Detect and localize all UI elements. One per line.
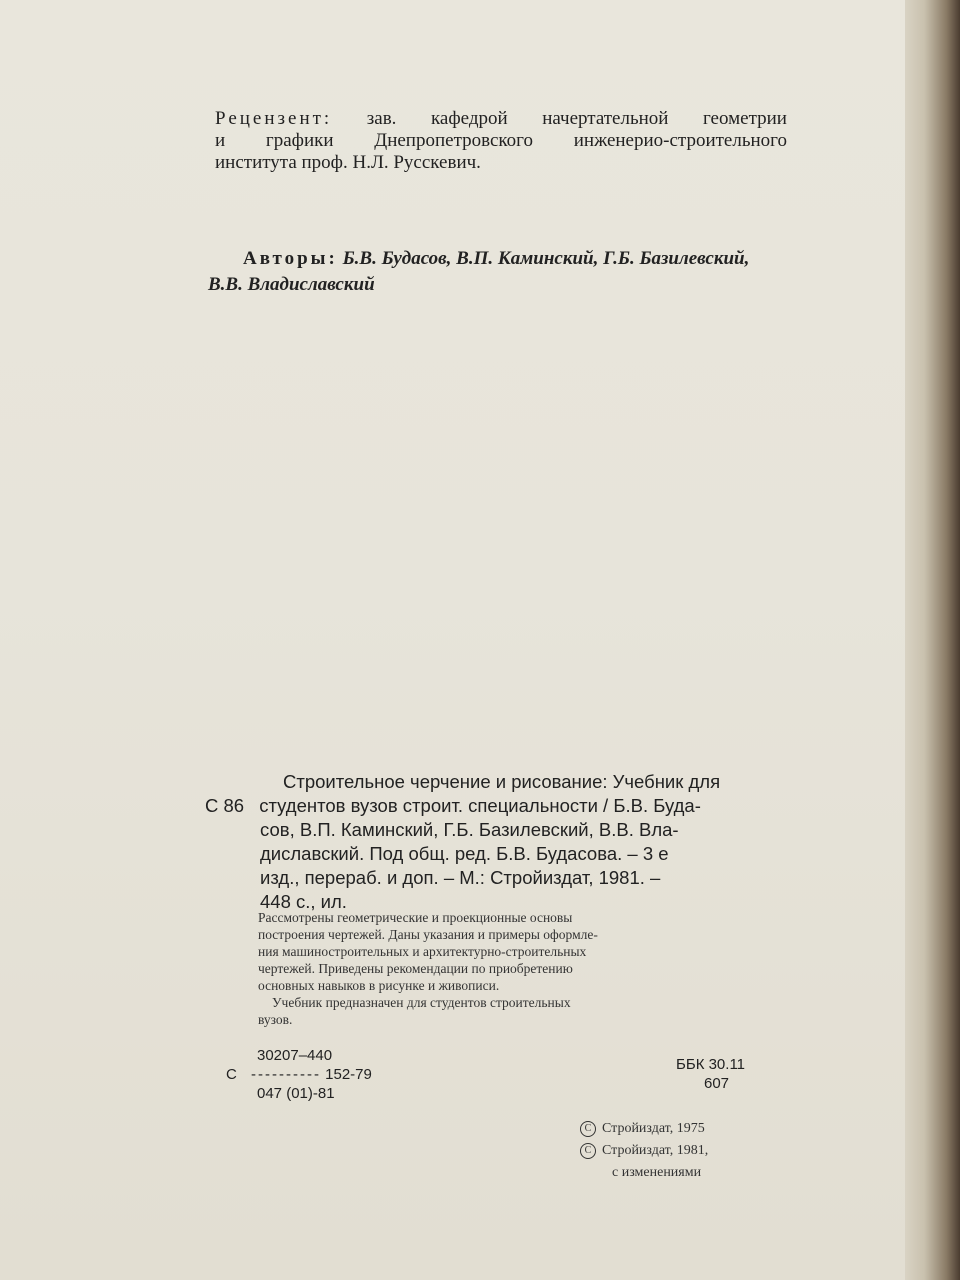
biblio-line-3: сов, В.П. Каминский, Г.Б. Базилевский, В.В. Вла- xyxy=(260,819,679,840)
code-middle-line xyxy=(226,1065,372,1084)
authors-names: Б.В. Будасов, В.П. Каминский, Г.Б. Базилевский, xyxy=(342,248,750,269)
copyright-line-2 xyxy=(580,1140,708,1162)
code-numerator: 30207–440 xyxy=(257,1047,333,1064)
biblio-text: студентов вузов строит. специальности / Б.В. Буда- xyxy=(259,795,701,816)
authors-line-1 xyxy=(208,246,749,272)
authors-names-cont: В.В. Владиславский xyxy=(208,274,375,295)
reviewer-line-1 xyxy=(215,108,787,130)
copyright-line-3: с изменениями xyxy=(612,1165,702,1180)
reviewer-word: инженерио-строительного xyxy=(573,130,787,151)
next-page-edge xyxy=(905,0,960,1280)
copyright-line-1 xyxy=(580,1118,708,1140)
annotation-line: построения чертежей. Даны указания и примеры оформле- xyxy=(258,927,598,942)
bbk-code xyxy=(676,1055,745,1093)
annotation-line: чертежей. Приведены рекомендации по приобретению xyxy=(258,961,573,976)
reviewer-block xyxy=(215,108,787,174)
copyright-text: Стройиздат, 1981, xyxy=(602,1143,709,1158)
reviewer-word: и xyxy=(215,130,226,151)
code-dashes: ---------- xyxy=(251,1066,321,1083)
publisher-code xyxy=(226,1046,372,1103)
reviewer-line-3: института проф. Н.Л. Русскевич. xyxy=(215,152,481,173)
bbk-index: ББК 30.11 xyxy=(676,1056,746,1073)
reviewer-label: Рецензент: xyxy=(215,108,333,129)
bibliographic-record xyxy=(205,770,777,914)
reviewer-word: Днепропетровского xyxy=(374,130,533,151)
annotation-line: основных навыков в рисунке и живописи. xyxy=(258,978,500,993)
annotation-line: вузов. xyxy=(258,1012,293,1027)
authors-label: Авторы: xyxy=(243,248,338,269)
copyright-text: Стройиздат, 1975 xyxy=(602,1121,705,1136)
index-code: С 86 xyxy=(205,795,245,816)
annotation xyxy=(258,909,776,1028)
reviewer-word: начертательной xyxy=(542,108,669,129)
authors-block xyxy=(208,246,749,298)
reviewer-word: геометрии xyxy=(703,108,787,129)
authors-line-2 xyxy=(208,272,749,298)
annotation-line: Учебник предназначен для студентов строительных xyxy=(272,995,571,1010)
annotation-line: Рассмотрены геометрические и проекционные основы xyxy=(258,910,573,925)
copyright-icon: С xyxy=(580,1143,596,1159)
reviewer-word: зав. xyxy=(366,108,397,129)
code-letter: С xyxy=(226,1066,237,1083)
reviewer-line-2 xyxy=(215,130,787,152)
reviewer-word: графики xyxy=(265,130,334,151)
code-denominator: 047 (01)-81 xyxy=(257,1085,335,1102)
reviewer-word: кафедрой xyxy=(430,108,508,129)
biblio-line-2 xyxy=(205,794,777,818)
biblio-line-6: 448 с., ил. xyxy=(260,891,347,912)
biblio-line-1: Строительное черчение и рисование: Учебник для xyxy=(283,771,721,792)
copyright-block xyxy=(580,1118,708,1184)
biblio-line-5: изд., перераб. и доп. – М.: Стройиздат, 1981. – xyxy=(260,867,661,888)
biblio-line-4: диславский. Под общ. ред. Б.В. Будасова. – 3 е xyxy=(260,843,669,864)
annotation-line: ния машиностроительных и архитектурно-строительных xyxy=(258,944,587,959)
copyright-icon: С xyxy=(580,1121,596,1137)
code-number: 152-79 xyxy=(325,1066,372,1083)
bbk-sub: 607 xyxy=(704,1075,730,1092)
